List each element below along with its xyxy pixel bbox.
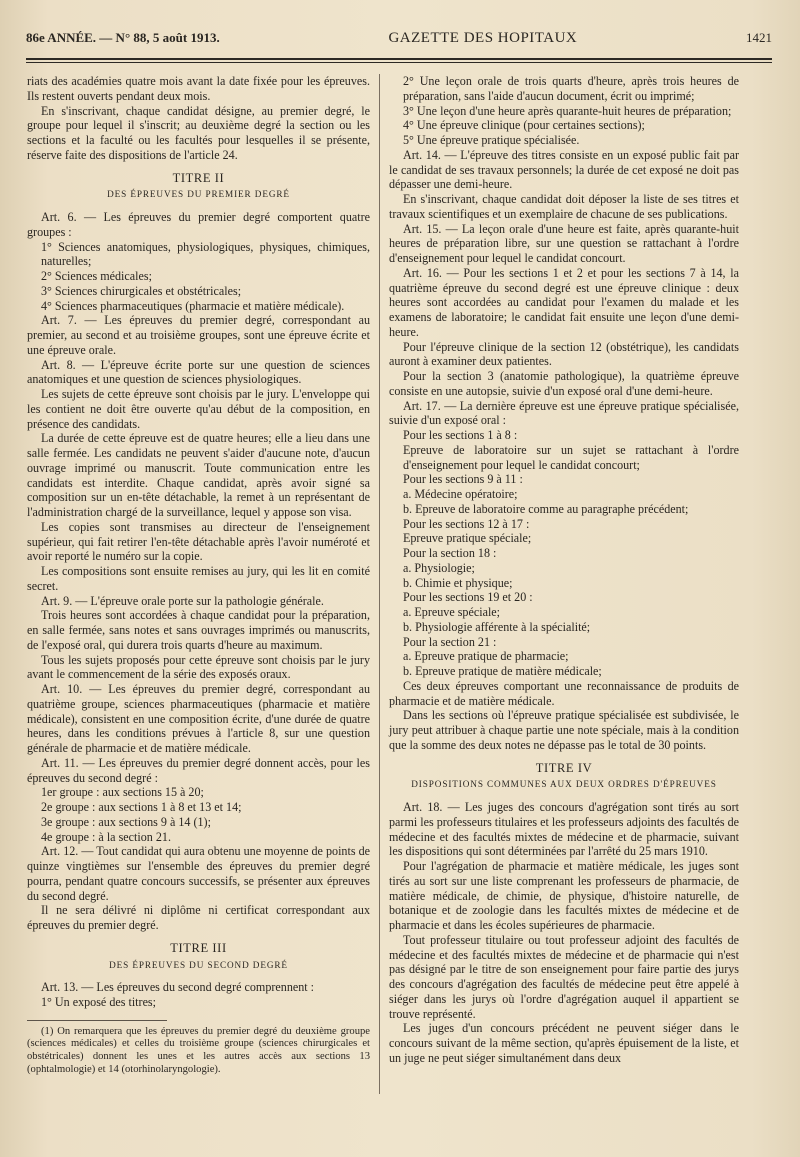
left-column-paragraph: Art. 11. — Les épreuves du premier degré donnent accès, pour les épreuves du second degré : <box>27 755 370 785</box>
left-column-paragraph: Les compositions sont ensuite remises au jury, qui les lit en comité secret. <box>27 564 370 593</box>
header-rule <box>26 58 772 68</box>
right-column-paragraph: Art. 15. — La leçon orale d'une heure est faite, après quarante-huit heures de préparation libre, sur une question se rattachant à l'ordre d'enseignement pour lequel le candidat concourt. <box>389 221 739 265</box>
left-column-list-item: 4e groupe : à la section 21. <box>41 829 171 844</box>
right-column-list-item: b. Physiologie afférente à la spécialité; <box>403 619 591 634</box>
issue-info: 86e ANNÉE. — N° 88, 5 août 1913. <box>26 30 220 45</box>
right-column-paragraph: Pour l'épreuve clinique de la section 12 (obstétrique), les candidats auront à examiner deux patientes. <box>389 339 739 369</box>
left-column-paragraph: Art. 10. — Les épreuves du premier degré, correspondant au quatrième groupe, sciences pharmaceutiques (pharmacie et matière médicale), consistent en une composition écrite, d'une durée de quatre heures, dans les conditions prévues à l'article 8, sur une question générale de pharmacie et de matière médicale. <box>27 682 370 755</box>
right-column-list-item: b. Chimie et physique; <box>403 575 513 590</box>
left-column <box>27 74 370 1076</box>
right-column-paragraph: En s'inscrivant, chaque candidat doit déposer la liste de ses titres et travaux scientifiques et un exemplaire de chacune de ses publications. <box>389 192 739 221</box>
right-column-list-item: 5° Une épreuve pratique spécialisée. <box>403 133 580 147</box>
right-column-list-item: a. Epreuve spéciale; <box>403 605 501 619</box>
left-column-paragraph: Art. 8. — L'épreuve écrite porte sur une question de sciences anatomiques et une question de sciences physiologiques. <box>27 357 370 387</box>
right-column-paragraph: Ces deux épreuves comportant une reconnaissance de produits de pharmacie et de matière médicale. <box>389 678 739 708</box>
right-column-list-item: Pour la section 21 : <box>403 634 497 649</box>
right-column-list-item: 4° Une épreuve clinique (pour certaines sections); <box>403 118 645 133</box>
left-column-paragraph: La durée de cette épreuve est de quatre heures; elle a lieu dans une salle fermée. Les candidats ne peuvent s'aider d'aucune note, d'aucun ouvrage imprimé ou manuscrit. Toute communication entre les candidats est interdite. Chaque candidat, après avoir signé sa composition sur un en-tête détachable, la remet à un représentant de l'administration chargé de la surveillance, lequel y appose son visa. <box>27 431 370 519</box>
left-column-list-item: 1° Un exposé des titres; <box>41 995 157 1009</box>
left-column-paragraph: Les copies sont transmises au directeur de l'enseignement supérieur, qui fait retirer l'en-tête détachable après l'avoir numéroté et avoir reporté le numéro sur la copie. <box>27 519 370 564</box>
right-column-paragraph: Art. 14. — L'épreuve des titres consiste en un exposé public fait par le candidat de ses travaux personnels; la durée de cet exposé ne doit pas dépasser une demi-heure. <box>389 147 739 192</box>
right-column-paragraph: Art. 17. — La dernière épreuve est une épreuve pratique spécialisée, suivie d'un exposé oral : <box>389 398 739 428</box>
section-subtitle: DES ÉPREUVES DU SECOND DEGRÉ <box>109 959 288 970</box>
footnote: (1) On remarquera que les épreuves du premier degré du deuxième groupe (sciences médicales) et celles du troisième groupe (sciences chirurgicales et obstétricales) donnent les unes et les autres accès aux sections 13 (ophtalmologie) et 14 (otorhinolaryngologie). <box>27 1025 370 1075</box>
left-column-paragraph: Art. 13. — Les épreuves du second degré comprennent : <box>41 980 315 995</box>
publication-title: GAZETTE DES HOPITAUX <box>388 30 578 46</box>
right-column-list-item: b. Epreuve de laboratoire comme au paragraphe précédent; <box>403 501 689 516</box>
left-column-paragraph: Les sujets de cette épreuve sont choisis par le jury. L'enveloppe qui les contient ne doit être ouverte qu'au début de la composition, en présence des candidats. <box>27 387 370 431</box>
page-number: 1421 <box>746 30 772 45</box>
right-column-list-item: Epreuve de laboratoire sur un sujet se rattachant à l'ordre d'enseignement pour lequel le candidat concourt; <box>403 442 739 472</box>
left-column-list-item: 2° Sciences médicales; <box>41 269 152 283</box>
right-column-list-item: Pour les sections 19 et 20 : <box>403 590 533 605</box>
right-column-paragraph: Pour l'agrégation de pharmacie et matière médicale, les juges sont tirés au sort sur une liste comprenant les professeurs de pharmacie, de matière médicale, de chimie, de physique, d'histoire naturelle, de botanique et de zoologie dans les facultés mixtes de médecine et de pharmacie et dans les écoles supérieures de pharmacie. <box>389 859 739 932</box>
left-column-paragraph: Art. 12. — Tout candidat qui aura obtenu une moyenne de points de quinze vingtièmes sur l'ensemble des épreuves du premier degré pourra, pendant quatre concours successifs, se présenter aux épreuves du second degré. <box>27 844 370 903</box>
right-column-paragraph: Dans les sections où l'épreuve pratique spécialisée est subdivisée, le jury peut attribuer à chaque partie une note spéciale, mais à la condition que la somme des deux notes ne dépasse pas le total de 30 points. <box>389 708 739 752</box>
left-column-list-item: 2e groupe : aux sections 1 à 8 et 13 et 14; <box>41 800 242 814</box>
left-column-paragraph: Tous les sujets proposés pour cette épreuve sont choisis par le jury avant le commencement de la série des exposés oraux. <box>27 652 370 682</box>
right-column-list-item: a. Médecine opératoire; <box>403 487 518 501</box>
right-column-list-item: a. Physiologie; <box>403 560 475 575</box>
right-column-paragraph: Art. 18. — Les juges des concours d'agrégation sont tirés au sort parmi les professeurs titulaires et les professeurs adjoints des facultés de médecine et des facultés mixtes de médecine et de pharmacie, suivant les dispositions qui sont déterminées par l'arrêté du 25 mars 1910. <box>389 800 739 859</box>
right-column-paragraph: Les juges d'un concours précédent ne peuvent siéger dans le concours suivant de la même section, qu'après épuisement de la liste, et un juge ne peut siéger simultanément dans deux <box>389 1021 739 1065</box>
right-column-list-item: Pour les sections 1 à 8 : <box>403 428 518 442</box>
right-column-list-item: Pour la section 18 : <box>403 546 497 560</box>
left-column-paragraph: riats des académies quatre mois avant la date fixée pour les épreuves. Ils restent ouverts pendant deux mois. <box>27 74 370 103</box>
right-column-paragraph: Pour la section 3 (anatomie pathologique), la quatrième épreuve consiste en une autopsie, suivie d'un exposé oral d'une demi-heure. <box>389 369 739 398</box>
right-column-list-item: b. Epreuve pratique de matière médicale; <box>403 664 602 678</box>
right-column-list-item: 2° Une leçon orale de trois quarts d'heure, après trois heures de préparation, sans l'aide d'aucun document, écrit ou imprimé; <box>403 74 739 103</box>
left-column-list-item: 4° Sciences pharmaceutiques (pharmacie et matière médicale). <box>41 298 345 313</box>
left-column-paragraph: En s'inscrivant, chaque candidat désigne, au premier degré, le groupe pour lequel il s'inscrit; au deuxième degré la section ou les sections et la faculté ou les facultés pour lesquelles il se présente, réserve faite des dispositions de l'article 24. <box>27 103 370 162</box>
left-column-paragraph: Art. 6. — Les épreuves du premier degré comportent quatre groupes : <box>27 210 370 239</box>
section-subtitle: DISPOSITIONS COMMUNES AUX DEUX ORDRES D'ÉPREUVES <box>411 779 717 790</box>
section-title: TITRE III <box>170 940 227 955</box>
left-column-list-item: 3° Sciences chirurgicales et obstétricales; <box>41 283 242 298</box>
left-column-paragraph: Trois heures sont accordées à chaque candidat pour la préparation, en salle fermée, sans notes et sans ouvrages imprimés ou manuscrits, de l'exposé oral, qui durera trois quarts d'heure au maximum. <box>27 608 370 652</box>
section-subtitle: DES ÉPREUVES DU PREMIER DEGRÉ <box>107 189 290 200</box>
right-column-paragraph: Tout professeur titulaire ou tout professeur adjoint des facultés de médecine et des facultés mixtes de médecine et de pharmacie qui n'est pas désigné par le titre de son enseignement pour faire partie des jurys des concours d'agrégation des facultés de médecine peut être appelé à siéger dans les jurys où l'ordre d'agrégation auquel il appartient se trouve représenté. <box>389 932 739 1021</box>
footnote-rule <box>27 1020 167 1021</box>
page-header <box>26 30 772 52</box>
right-column-list-item: Pour les sections 9 à 11 : <box>403 472 523 487</box>
left-column-paragraph: Art. 9. — L'épreuve orale porte sur la pathologie générale. <box>41 593 324 608</box>
right-column-list-item: Epreuve pratique spéciale; <box>403 531 532 546</box>
right-column-list-item: Pour les sections 12 à 17 : <box>403 516 530 531</box>
section-title: TITRE IV <box>535 760 593 775</box>
section-title: TITRE II <box>172 170 225 185</box>
column-divider <box>379 74 380 1094</box>
left-column-paragraph: Il ne sera délivré ni diplôme ni certificat correspondant aux épreuves du premier degré. <box>27 903 370 932</box>
right-column-list-item: a. Epreuve pratique de pharmacie; <box>403 649 569 664</box>
right-column-paragraph: Art. 16. — Pour les sections 1 et 2 et pour les sections 7 à 14, la quatrième épreuve du second degré est une épreuve clinique : deux heures sont accordées au candidat pour l'examen du malade et les examens de laboratoire; le candidat fait ensuite une leçon d'une demi-heure. <box>389 265 739 339</box>
left-column-list-item: 1er groupe : aux sections 15 à 20; <box>41 785 204 800</box>
right-column-list-item: 3° Une leçon d'une heure après quarante-huit heures de préparation; <box>403 103 732 118</box>
right-column <box>389 74 739 1066</box>
left-column-list-item: 3e groupe : aux sections 9 à 14 (1); <box>41 814 211 829</box>
left-column-list-item: 1° Sciences anatomiques, physiologiques, physiques, chimiques, naturelles; <box>41 239 370 269</box>
left-column-paragraph: Art. 7. — Les épreuves du premier degré, correspondant au premier, au second et au troisième groupes, sont une épreuve écrite et une épreuve orale. <box>27 313 370 357</box>
